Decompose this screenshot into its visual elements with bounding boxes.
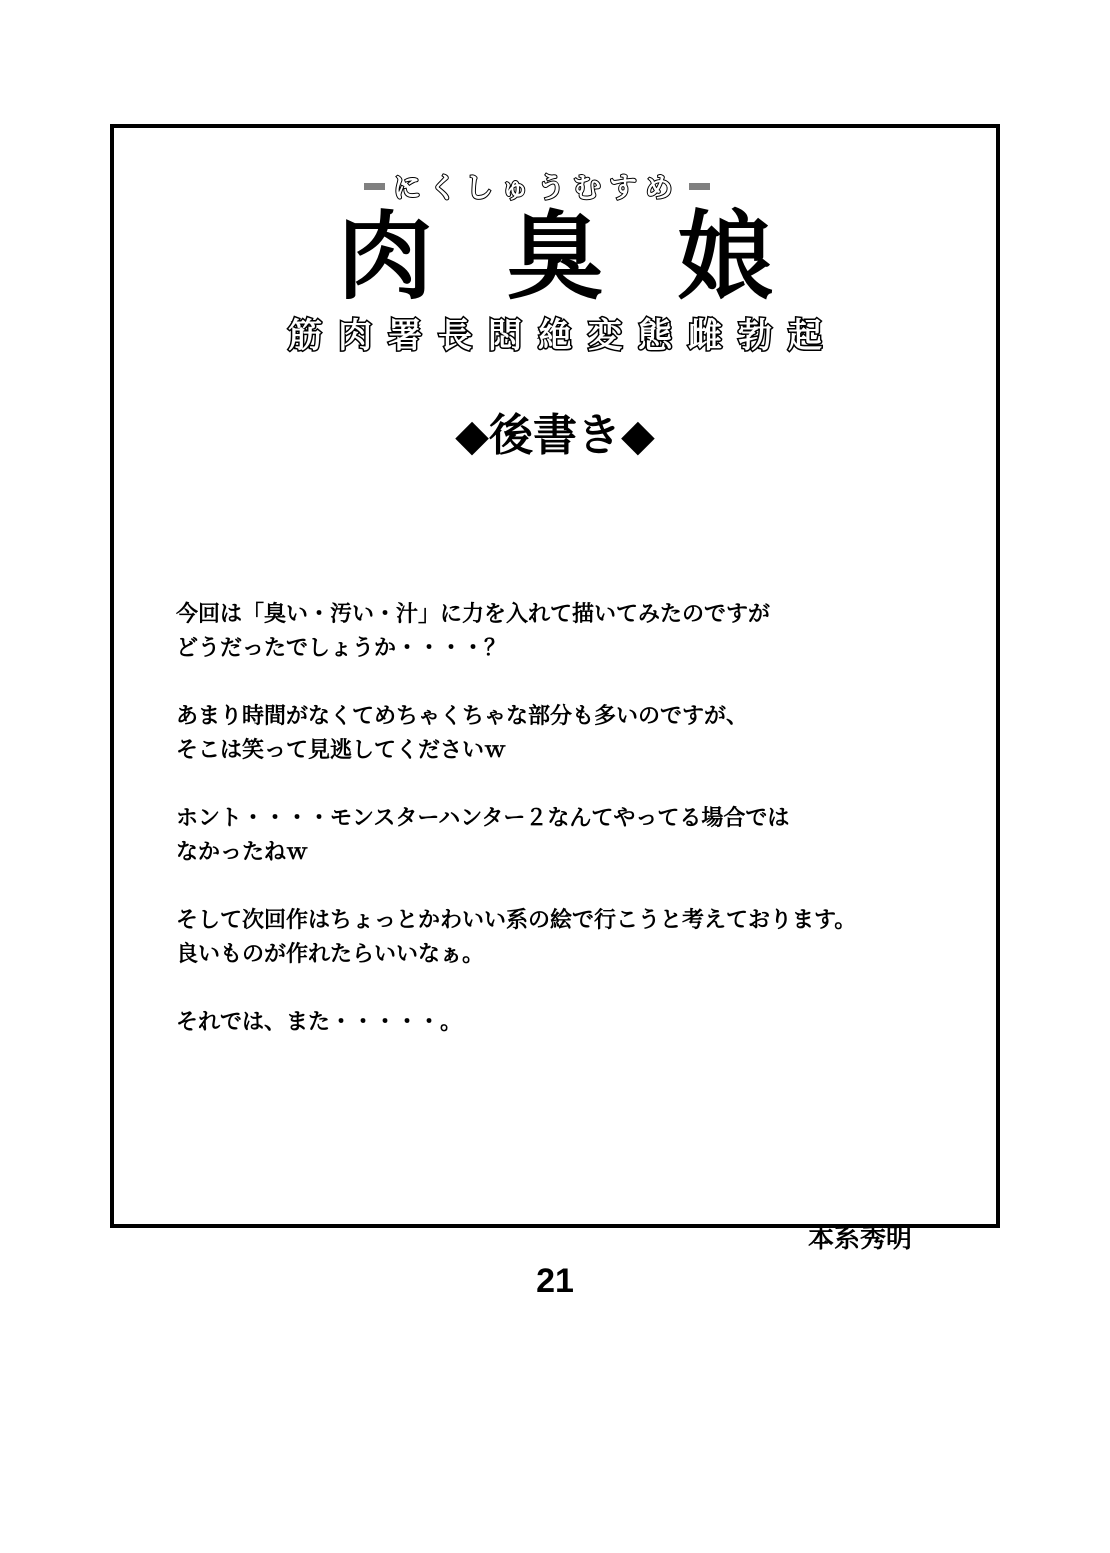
page-subtitle: 筋肉署長悶絶変態雌勃起 bbox=[288, 316, 838, 356]
paragraph bbox=[176, 802, 966, 870]
afterword-body bbox=[176, 598, 966, 1074]
paragraph-line: あまり時間がなくてめちゃくちゃな部分も多いのですが、 bbox=[176, 704, 749, 729]
author-signature: 本系秀明 bbox=[808, 1224, 913, 1254]
paragraph bbox=[176, 700, 966, 768]
title-ruby-row bbox=[364, 168, 710, 204]
paragraph bbox=[176, 1006, 966, 1040]
paragraph-line: そして次回作はちょっとかわいい系の絵で行こうと考えております。 bbox=[176, 908, 857, 933]
ruby-left-bar bbox=[364, 183, 385, 190]
paragraph-line: そこは笑って見逃してくださいｗ bbox=[176, 738, 507, 763]
afterword-heading: ◆後書き◆ bbox=[455, 410, 655, 461]
paragraph-line: それでは、また・・・・・。 bbox=[176, 1010, 463, 1035]
paragraph bbox=[176, 904, 966, 972]
paragraph-line: どうだったでしょうか・・・・？ bbox=[176, 636, 507, 661]
page-frame bbox=[110, 124, 1000, 1254]
paragraph-line: ホント・・・・モンスターハンター２なんてやってる場合では bbox=[176, 806, 790, 831]
ruby-right-bar bbox=[689, 183, 710, 190]
page-title: 肉臭娘 bbox=[337, 201, 847, 313]
paragraph-line: 良いものが作れたらいいなぁ。 bbox=[176, 942, 485, 967]
title-ruby: にくしゅうむすめ bbox=[393, 171, 682, 204]
paragraph bbox=[176, 598, 966, 666]
paragraph-line: なかったねｗ bbox=[176, 840, 309, 865]
paragraph-line: 今回は「臭い・汚い・汁」に力を入れて描いてみたのですが bbox=[176, 602, 771, 627]
page-number: 21 bbox=[536, 1262, 574, 1300]
